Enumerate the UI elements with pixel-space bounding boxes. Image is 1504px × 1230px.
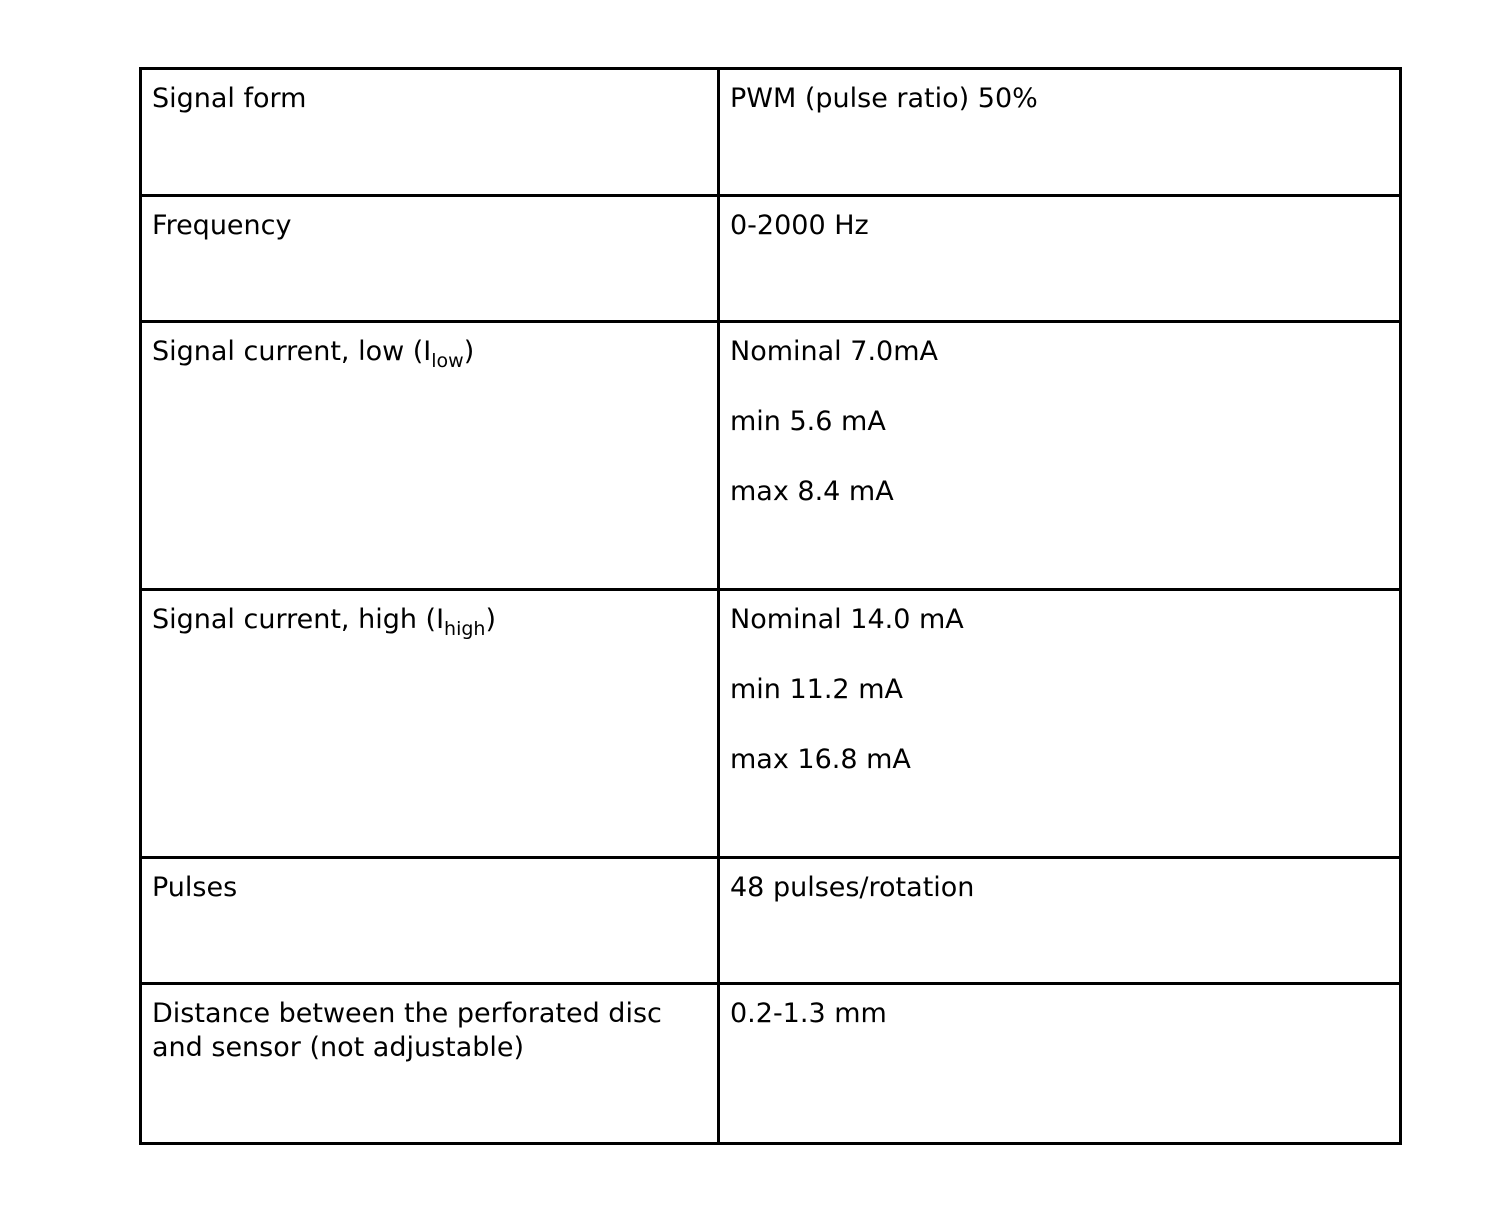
spec-table [139,67,1402,1145]
row-label: Distance between the perforated disc [152,998,662,1029]
row-label-cell [141,69,719,196]
row-value: 0.2-1.3 mm [730,998,887,1029]
row-label-line2: and sensor (not adjustable) [152,1032,525,1063]
row-label: Frequency [152,210,292,241]
row-value-nominal: Nominal 14.0 mA [730,604,964,635]
row-value-cell [719,322,1401,590]
row-label: Signal form [152,83,307,114]
row-label-cell [141,858,719,984]
table-row [141,858,1401,984]
row-value-cell [719,984,1401,1144]
table-row [141,984,1401,1144]
row-value-cell [719,858,1401,984]
table-row [141,69,1401,196]
row-label-cell [141,984,719,1144]
row-value-max: max 8.4 mA [730,476,894,507]
row-value: PWM (pulse ratio) 50% [730,83,1038,114]
row-label-cell [141,196,719,322]
row-label-cell [141,590,719,858]
row-label-cell [141,322,719,590]
row-label-subscript: low [431,350,464,372]
row-value-max: max 16.8 mA [730,744,911,775]
row-value-nominal: Nominal 7.0mA [730,336,938,367]
table-row [141,196,1401,322]
row-value-cell [719,69,1401,196]
row-label-end: ) [463,336,475,367]
row-value-min: min 5.6 mA [730,406,886,437]
row-label-subscript: high [444,618,486,640]
row-value-cell [719,196,1401,322]
row-value-cell [719,590,1401,858]
row-value: 0-2000 Hz [730,210,869,241]
row-label: Signal current, high (I [152,604,445,635]
row-label: Signal current, low (I [152,336,432,367]
table-row [141,322,1401,590]
row-value: 48 pulses/rotation [730,872,975,903]
row-label: Pulses [152,872,238,903]
row-label-end: ) [485,604,497,635]
row-value-min: min 11.2 mA [730,674,903,705]
table-row [141,590,1401,858]
